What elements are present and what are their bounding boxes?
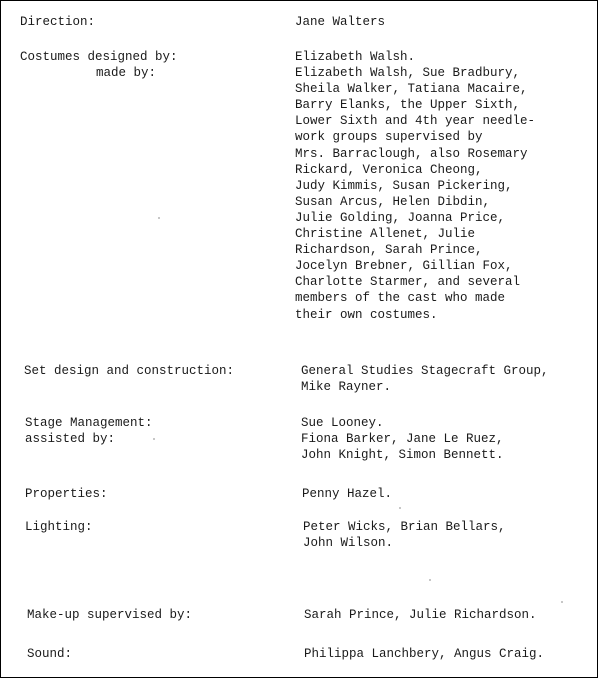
credit-label: Stage Management: (25, 416, 153, 430)
credit-name-line: Sarah Prince, Julie Richardson. (304, 608, 537, 622)
credit-label: Set design and construction: (24, 364, 235, 378)
credit-name-line: Sheila Walker, Tatiana Macaire, (295, 82, 528, 97)
paper-speck (153, 438, 155, 440)
credit-name-line: members of the cast who made (295, 291, 506, 306)
credit-name-line: Sue Looney. (301, 416, 384, 430)
credit-label: Costumes designed by: (20, 50, 178, 64)
credit-label: Sound: (27, 647, 73, 661)
credit-name-line: Fiona Barker, Jane Le Ruez, (301, 432, 504, 447)
credit-name-line: Lower Sixth and 4th year needle- (295, 114, 536, 129)
credit-name-line: Jocelyn Brebner, Gillian Fox, (295, 259, 513, 274)
credit-name-line: Rickard, Veronica Cheong, (295, 162, 483, 177)
credit-label: Properties: (25, 487, 108, 501)
credit-name-line: Judy Kimmis, Susan Pickering, (295, 178, 513, 193)
credit-name-line: Christine Allenet, Julie (295, 227, 476, 242)
credit-name-line: Barry Elanks, the Upper Sixth, (295, 98, 521, 113)
credit-name-line: Philippa Lanchbery, Angus Craig. (304, 647, 545, 661)
credit-name-line: their own costumes. (295, 307, 438, 322)
credit-name-line: work groups supervised by (295, 130, 483, 145)
credit-label: Make-up supervised by: (27, 608, 193, 622)
credit-name-line: Julie Golding, Joanna Price, (295, 210, 506, 225)
paper-speck (561, 601, 563, 603)
paper-speck (429, 579, 431, 581)
credit-name-line: John Knight, Simon Bennett. (301, 448, 504, 463)
credit-name-line: Elizabeth Walsh. (295, 50, 416, 64)
credit-name-line: Penny Hazel. (302, 487, 393, 501)
credit-sublabel: made by: (96, 66, 157, 81)
paper-speck (399, 507, 401, 509)
credit-label: Lighting: (25, 520, 93, 534)
credit-name-line: Mike Rayner. (301, 380, 392, 395)
credit-name-line: Mrs. Barraclough, also Rosemary (295, 146, 528, 161)
credit-label: Direction: (20, 15, 96, 29)
credit-name-line: Jane Walters (295, 15, 386, 29)
paper-speck (158, 217, 160, 219)
credit-sublabel: assisted by: (25, 432, 116, 447)
credit-name-line: General Studies Stagecraft Group, (301, 364, 549, 378)
credit-name-line: Charlotte Starmer, and several (295, 275, 521, 290)
credit-name-line: Richardson, Sarah Prince, (295, 243, 483, 258)
credit-name-line: John Wilson. (303, 536, 394, 551)
credit-name-line: Peter Wicks, Brian Bellars, (303, 520, 506, 534)
credit-name-line: Elizabeth Walsh, Sue Bradbury, (295, 66, 521, 81)
credit-name-line: Susan Arcus, Helen Dibdin, (295, 194, 491, 209)
